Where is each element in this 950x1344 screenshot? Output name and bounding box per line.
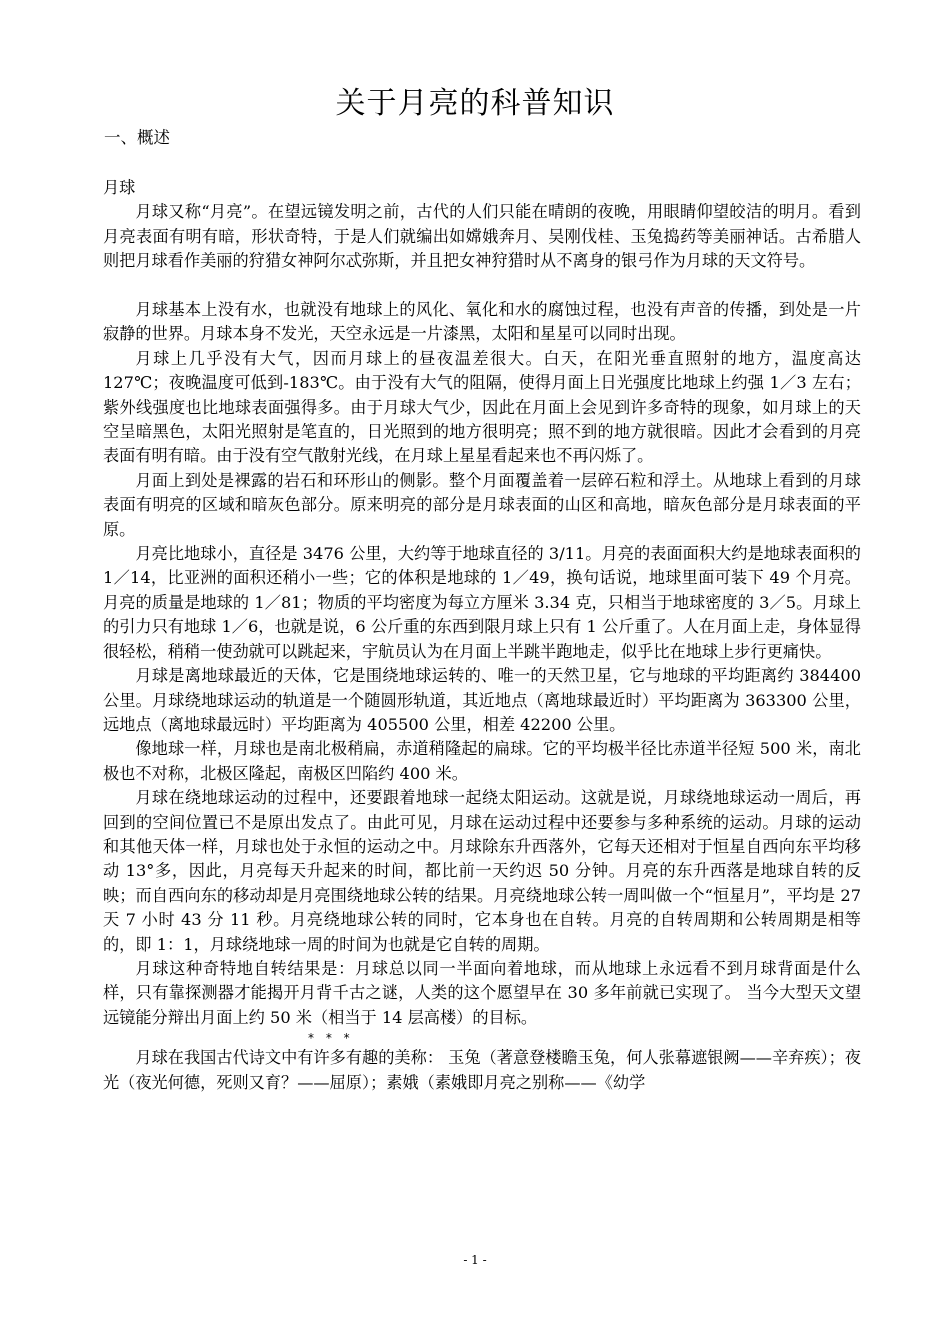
document-title: 关于月亮的科普知识 [335, 86, 615, 122]
paragraph: 像地球一样，月球也是南北极稍扁，赤道稍隆起的扁球。它的平均极半径比赤道半径短 500 米，南北极也不对称，北极区隆起，南极区凹陷约 400 米。 [103, 739, 861, 783]
paragraph: 月球基本上没有水，也就没有地球上的风化、氧化和水的腐蚀过程，也没有声音的传播，到处是一片寂静的世界。月球本身不发光，天空永远是一片漆黑，太阳和星星可以同时出现。 [103, 300, 861, 344]
body-text [103, 176, 861, 1095]
blank-line [103, 274, 861, 298]
paragraph: 月球这种奇特地自转结果是：月球总以同一半面向着地球，而从地球上永远看不到月球背面是什么样，只有靠探测器才能揭开月背千古之谜，人类的这个愿望早在 30 多年前就已实现了。 当今大型天文望远镜能分辩出月面上约 50 米（相当于 14 层高楼）的目标。 [103, 958, 861, 1027]
paragraph: 月亮比地球小，直径是 3476 公里，大约等于地球直径的 3/11。月亮的表面面积大约是地球表面积的 1／14，比亚洲的面积还稍小一些；它的体积是地球的 1／49，换句话说，地球里面可装下 49 个月亮。月亮的质量是地球的 1／81；物质的平均密度为每立方厘米 3.34 克，只相当于地球密度的 3／5。月球上的引力只有地球 1／6，也就是说，6 公斤重的东西到限月球上只有 1 公斤重了。人在月面上走，身体显得很轻松，稍稍一使劲就可以跳起来，宇航员认为在月面上半跳半跑地走，似乎比在地球上步行更痛快。 [103, 544, 861, 661]
page-number: - 1 - [463, 1253, 487, 1267]
separator: * * * [308, 1031, 354, 1046]
paragraph: 月球又称“月亮”。在望远镜发明之前，古代的人们只能在晴朗的夜晚，用眼睛仰望皎洁的明月。看到月亮表面有明有暗，形状奇特，于是人们就编出如嫦娥奔月、吴刚伐桂、玉兔捣药等美丽神话。古希腊人则把月球看作美丽的狩猎女神阿尔忒弥斯，并且把女神狩猎时从不离身的银弓作为月球的天文符号。 [103, 202, 861, 271]
paragraph: 月球是离地球最近的天体，它是围绕地球运转的、唯一的天然卫星，它与地球的平均距离约 384400 公里。月球绕地球运动的轨道是一个随圆形轨道，其近地点（离地球最近时）平均距离为 363300 公里，远地点（离地球最远时）平均距离为 405500 公里，相差 42200 公里。 [103, 666, 861, 734]
paragraph: 月球在绕地球运动的过程中，还要跟着地球一起绕太阳运动。这就是说，月球绕地球运动一周后，再回到的空间位置已不是原出发点了。由此可见，月球在运动过程中还要参与多种系统的运动。月球的运动和其他天体一样，月球也处于永恒的运动之中。月球除东升西落外，它每天还相对于恒星自西向东平均移动 13°多，因此，月亮每天升起来的时间，都比前一天约迟 50 分钟。月亮的东升西落是地球自转的反映；而自西向东的移动却是月亮围绕地球公转的结果。月亮绕地球公转一周叫做一个“恒星月”，平均是 27 天 7 小时 43 分 11 秒。月亮绕地球公转的同时，它本身也在自转。月亮的自转周期和公转周期是相等的，即 1：1，月球绕地球一周的时间为也就是它自转的周期。 [103, 788, 861, 954]
paragraph: 月球在我国古代诗文中有许多有趣的美称： 玉兔（著意登楼瞻玉兔，何人张幕遮银阙——辛弃疾）；夜光（夜光何德，死则又育？——屈原）；素娥（素娥即月亮之别称——《幼学 [103, 1048, 861, 1092]
section-heading: 一、概述 [104, 128, 170, 147]
subheading: 月球 [103, 178, 136, 197]
paragraph: 月面上到处是裸露的岩石和环形山的侧影。整个月面覆盖着一层碎石粒和浮土。从地球上看到的月球表面有明亮的区域和暗灰色部分。原来明亮的部分是月球表面的山区和高地，暗灰色部分是月球表面的平原。 [103, 470, 861, 539]
paragraph: 月球上几乎没有大气，因而月球上的昼夜温差很大。白天，在阳光垂直照射的地方，温度高达 127℃；夜晚温度可低到-183℃。由于没有大气的阻隔，使得月面上日光强度比地球上约强 1／3 左右；紫外线强度也比地球表面强得多。由于月球大气少，因此在月面上会见到许多奇特的现象，如月球上的天空呈暗黑色，太阳光照射是笔直的，日光照到的地方很明亮；照不到的地方就很暗。因此才会看到的月亮表面有明有暗。由于没有空气散射光线，在月球上星星看起来也不再闪烁了。 [103, 348, 861, 466]
